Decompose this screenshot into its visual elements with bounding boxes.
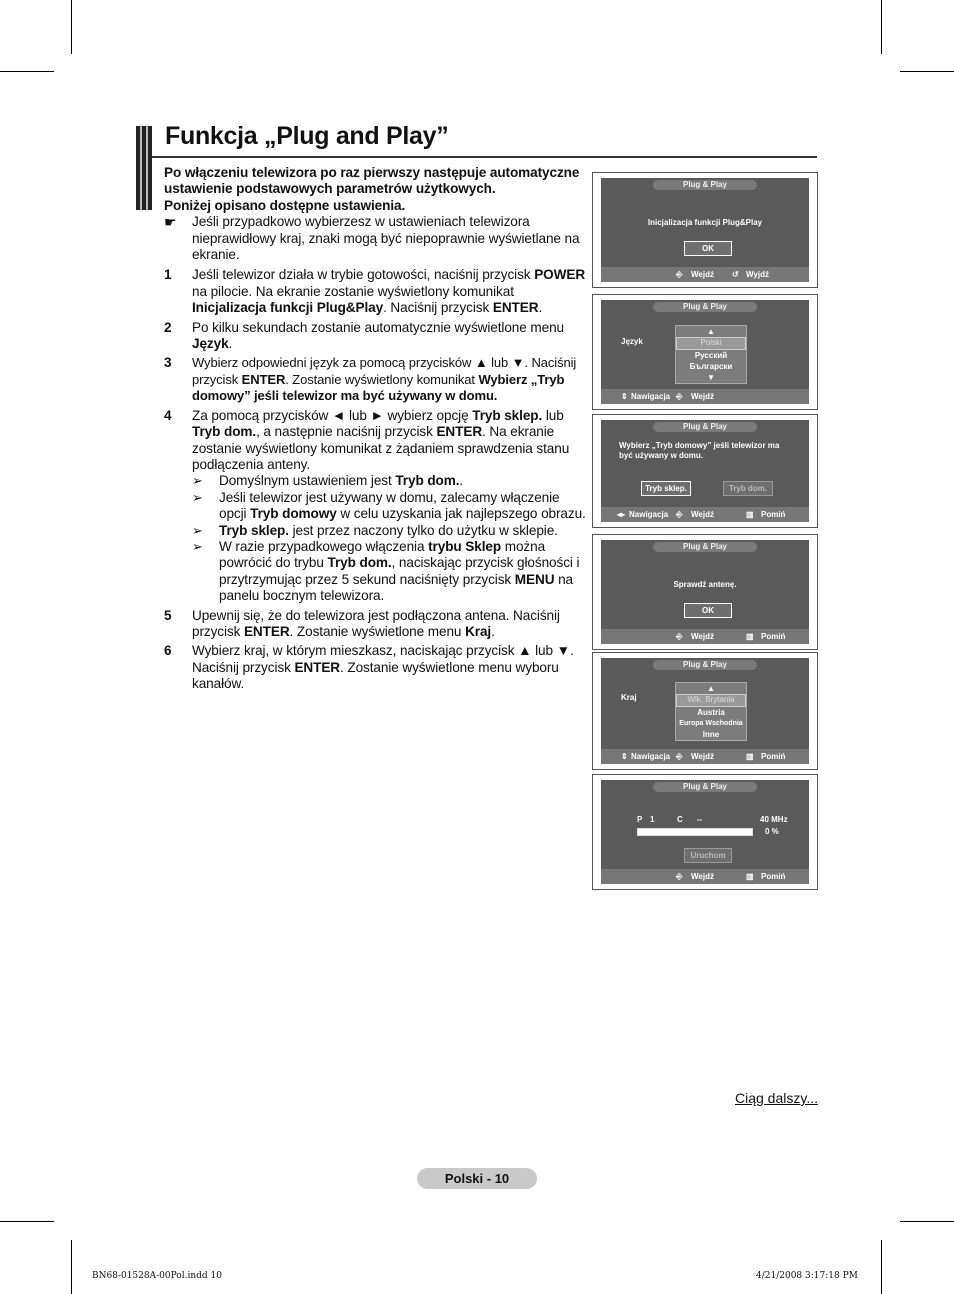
subnote: ➢ Tryb sklep. jest przez naczony tylko do użytku w sklepie.: [192, 522, 558, 538]
language-label: Język: [621, 337, 643, 346]
arrow-icon: ➢: [192, 522, 203, 538]
print-slug-date: 4/21/2008 3:17:18 PM: [756, 1271, 858, 1281]
note-text: Jeśli przypadkowo wybierzesz w ustawieniach telewizora nieprawidłowy kraj, znaki mogą być niepoprawnie wyświetlane na ekranie.: [192, 214, 580, 263]
screen-panel-scan: Plug & Play P 1 C -- 40 MHz 0 % Uruchom ⎆ Wejdź ▥ Pomiń: [592, 774, 818, 890]
screen-message: Sprawdź antenę.: [673, 580, 737, 589]
step-6: 6 Wybierz kraj, w którym mieszkasz, naciskając przycisk ▲ lub ▼. Naciśnij przycisk ENTER. Zostanie wyświetlone menu wyboru kanałów.: [164, 643, 574, 692]
screen-message: Inicjalizacja funkcji Plug&Play: [647, 218, 763, 227]
enter-icon: ⎆: [676, 270, 683, 279]
language-list[interactable]: ▲ Polski Русский Български ▼: [675, 325, 747, 384]
screen-panel-country: Plug & Play Kraj ▲ Wlk. Brytania Austria Europa Wschodnia Inne ⇕ Nawigacja ⎆ Wejdź ▥ Pomiń: [592, 652, 818, 770]
skip-icon: ▥: [746, 752, 754, 761]
step-1: 1 Jeśli telewizor działa w trybie gotowości, naciśnij przycisk POWER na pilocie. Na ekranie zostanie wyświetlony komunikat Inicjalizacja funkcji Plug&Play. Naciśnij przycisk ENTER.: [164, 267, 586, 316]
arrow-icon: ➢: [192, 473, 203, 489]
crop-mark: [0, 71, 54, 72]
pointing-hand-icon: ☛: [164, 214, 177, 231]
enter-icon: ⎆: [676, 392, 683, 401]
subnote: ➢ Domyślnym ustawieniem jest Tryb dom..: [192, 473, 464, 489]
step-3: 3 Wybierz odpowiedni język za pomocą przycisków ▲ lub ▼. Naciśnij przycisk ENTER. Zostanie wyświetlony komunikat Wybierz „Tryb domowy” jeśli telewizor ma być używany w domu.: [164, 355, 577, 404]
leftright-icon: ◂▸: [617, 510, 626, 519]
step-4: 4 Za pomocą przycisków ◄ lub ► wybierz opcję Tryb sklep. lub Tryb dom., a następnie naciśnij przycisk ENTER. Na ekranie zostanie wyświetlony komunikat z żądaniem sprawdzenia stanu podłączenia anteny. ➢ Domyślnym ustawieniem jest Tryb dom.. ➢ Jeśli telewizor jest używany w domu, zalecamy włączenie opcji Tryb domowy w celu uzyskania jak najlepszego obrazu. ➢ Tryb sklep. jest przez naczony tylko do użytku w sklepie. ➢ W razie przypadkowego włączenia trybu Sklep można powrócić do trybu Tryb dom., naciskając przycisk głośności i przytrzymując przez 5 sekund naciśnięty przycisk MENU na panelu bocznym telewizora.: [164, 408, 589, 605]
skip-icon: ▥: [746, 510, 754, 519]
country-label: Kraj: [621, 693, 637, 702]
crop-mark: [900, 71, 954, 72]
subnote: ➢ W razie przypadkowego włączenia trybu Sklep można powrócić do trybu Tryb dom., naciskając przycisk głośności i przytrzymując przez 5 sekund naciśnięty przycisk MENU na panelu bocznym telewizora.: [192, 538, 580, 604]
updown-icon: ⇕: [621, 392, 628, 401]
arrow-icon: ➢: [192, 538, 203, 554]
step-5: 5 Upewnij się, że do telewizora jest podłączona antena. Naciśnij przycisk ENTER. Zostanie wyświetlone menu Kraj.: [164, 607, 560, 639]
crop-mark: [71, 1240, 72, 1294]
crop-mark: [881, 0, 882, 54]
note: [164, 214, 589, 263]
ok-button[interactable]: OK: [684, 603, 732, 618]
arrow-icon: ➢: [192, 489, 203, 505]
screen-panel-init: Plug & Play Inicjalizacja funkcji Plug&Play OK ⎆ Wejdź ↺ Wyjdź: [592, 172, 818, 288]
subnote: ➢ Jeśli telewizor jest używany w domu, zalecamy włączenie opcji Tryb domowy w celu uzyskania jak najlepszego obrazu.: [192, 489, 586, 522]
country-list[interactable]: ▲ Wlk. Brytania Austria Europa Wschodnia Inne: [675, 682, 747, 741]
instructions: [164, 165, 589, 693]
step-2: 2 Po kilku sekundach zostanie automatycznie wyświetlone menu Język.: [164, 319, 565, 352]
start-button[interactable]: Uruchom: [684, 848, 732, 863]
crop-mark: [881, 1240, 882, 1294]
page-title: Funkcja „Plug and Play”: [165, 122, 449, 150]
title-rule: [152, 156, 817, 158]
enter-icon: ⎆: [676, 510, 683, 519]
skip-icon: ▥: [746, 872, 754, 881]
crop-mark: [71, 0, 72, 54]
screen-message: Wybierz „Tryb domowy” jeśli telewizor ma być używany w domu.: [619, 441, 780, 460]
home-mode-button[interactable]: Tryb dom.: [723, 481, 773, 496]
screen-panel-language: Plug & Play Język ▲ Polski Русский Български ▼ ⇕ Nawigacja ⎆ Wejdź: [592, 294, 818, 410]
enter-icon: ⎆: [676, 752, 683, 761]
ok-button[interactable]: OK: [684, 241, 732, 256]
crop-mark: [0, 1221, 54, 1222]
up-arrow-icon: ▲: [707, 327, 715, 336]
screen-panel-mode: Plug & Play Wybierz „Tryb domowy” jeśli telewizor ma być używany w domu. Tryb sklep. Tryb dom. ◂▸ Nawigacja ⎆ Wejdź ▥ Pomiń: [592, 414, 818, 528]
page-number: Polski - 10: [417, 1168, 537, 1189]
intro-subtitle: Poniżej opisano dostępne ustawienia.: [164, 197, 406, 213]
print-slug-file: BN68-01528A-00Pol.indd 10: [92, 1271, 222, 1281]
title-decoration: [136, 126, 152, 210]
continued-link[interactable]: Ciąg dalszy...: [735, 1090, 818, 1106]
progress-bar: [637, 828, 753, 836]
enter-icon: ⎆: [676, 632, 683, 641]
skip-icon: ▥: [746, 632, 754, 641]
updown-icon: ⇕: [621, 752, 628, 761]
store-mode-button[interactable]: Tryb sklep.: [641, 481, 691, 496]
screen-panel-antenna: Plug & Play Sprawdź antenę. OK ⎆ Wejdź ▥ Pomiń: [592, 534, 818, 650]
enter-icon: ⎆: [676, 872, 683, 881]
up-arrow-icon: ▲: [707, 684, 715, 693]
return-icon: ↺: [732, 270, 739, 279]
down-arrow-icon: ▼: [707, 373, 715, 382]
intro-paragraph: Po włączeniu telewizora po raz pierwszy następuje automatyczne ustawienie podstawowych parametrów użytkowych.: [164, 165, 580, 197]
crop-mark: [900, 1221, 954, 1222]
